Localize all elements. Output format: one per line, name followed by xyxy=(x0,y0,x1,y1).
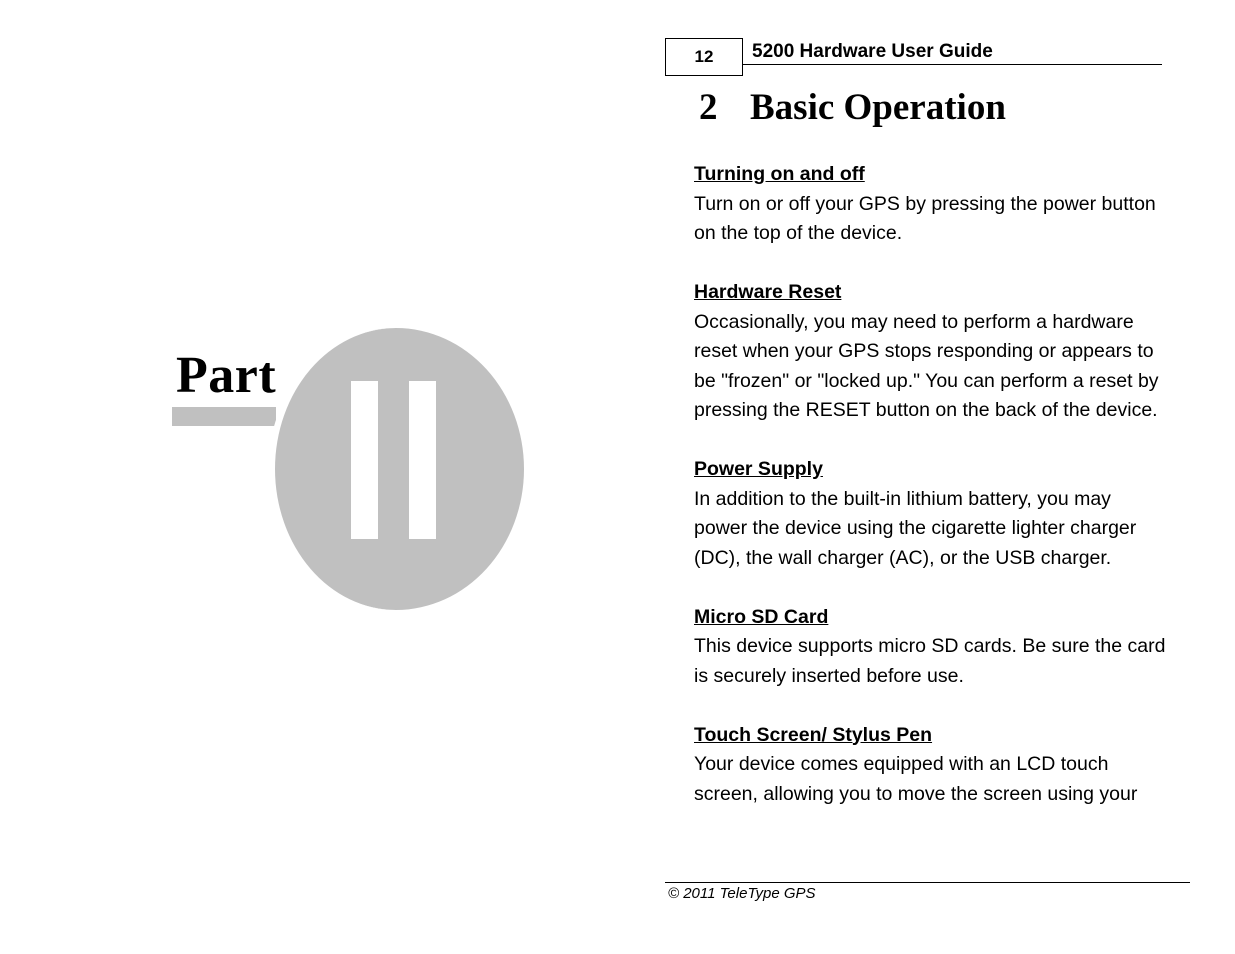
chapter-content xyxy=(694,160,1169,839)
section-turning-on-off xyxy=(694,160,1169,249)
section-touch-screen xyxy=(694,721,1169,810)
header-rule xyxy=(743,64,1162,65)
chapter-heading xyxy=(699,89,1006,126)
roman-numeral-stroke xyxy=(409,381,436,539)
section-body: Your device comes equipped with an LCD touch screen, allowing you to move the screen using your xyxy=(694,753,1138,805)
section-body: Turn on or off your GPS by pressing the power button on the top of the device. xyxy=(694,192,1156,244)
running-header-title: 5200 Hardware User Guide xyxy=(752,41,993,62)
section-body: In addition to the built-in lithium battery, you may power the device using the cigarette lighter charger (DC), the wall charger (AC), or the USB charger. xyxy=(694,487,1137,569)
section-heading: Turning on and off xyxy=(694,163,865,185)
roman-numeral-stroke xyxy=(351,381,378,539)
section-power-supply xyxy=(694,455,1169,573)
section-body: This device supports micro SD cards. Be sure the card is securely inserted before use. xyxy=(694,635,1166,687)
page-number: 12 xyxy=(665,38,743,76)
section-hardware-reset xyxy=(694,278,1169,426)
part-label: Part xyxy=(176,347,277,404)
section-heading: Power Supply xyxy=(694,458,823,480)
section-heading: Hardware Reset xyxy=(694,281,842,303)
part-numeral-oval xyxy=(268,328,524,610)
section-micro-sd-card xyxy=(694,603,1169,692)
section-heading: Touch Screen/ Stylus Pen xyxy=(694,723,933,746)
chapter-number: 2 xyxy=(699,87,718,128)
footer-copyright: © 2011 TeleType GPS xyxy=(668,885,816,902)
chapter-title: Basic Operation xyxy=(750,87,1006,128)
part-underline-bar xyxy=(172,407,276,426)
section-body: Occasionally, you may need to perform a hardware reset when your GPS stops responding or appears to be "frozen" or "locked up." You can perform a reset by pressing the RESET button on the back of the device. xyxy=(694,310,1159,421)
footer-rule xyxy=(665,882,1190,883)
section-heading: Micro SD Card xyxy=(694,605,829,628)
